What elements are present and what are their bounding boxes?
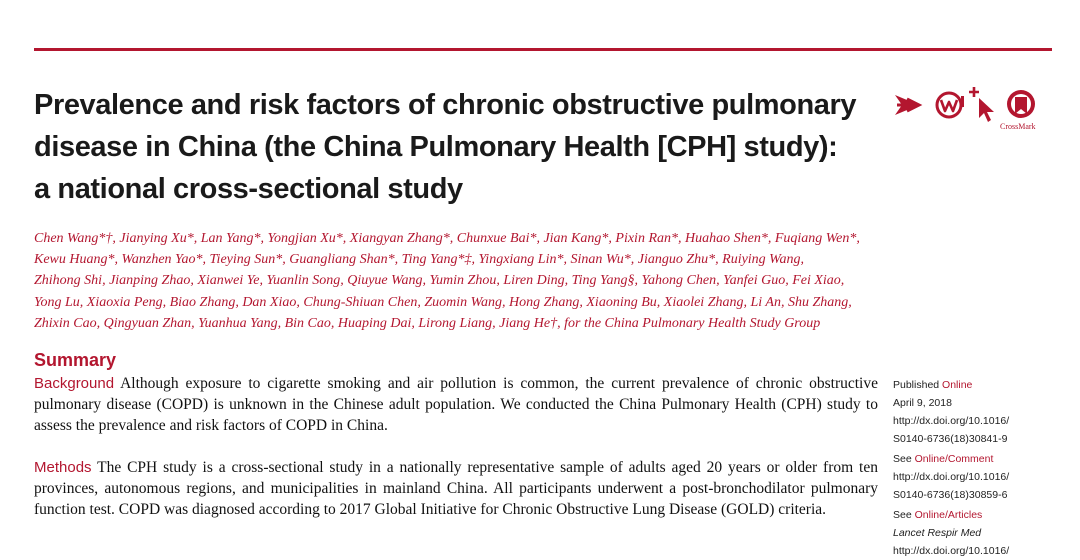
title-line: a national cross-sectional study	[34, 173, 463, 205]
see-comment-line	[893, 450, 1063, 468]
author-line: Kewu Huang*, Wanzhen Yao*, Tieying Sun*, Guangliang Shan*, Ting Yang*‡, Yingxiang Lin*, Sinan Wu*, Jianguo Zhu*, Ruiying Wang,	[34, 252, 805, 268]
article-tools	[893, 86, 1053, 136]
background-text: Although exposure to cigarette smoking and air pollution is common, the current prevalence of chronic obstructive pulmonary disease (COPD) is unknown in the Chinese adult population. We conducted the China Pulmonary Health (CPH) study to assess the prevalence and risk factors of COPD in China.	[34, 375, 878, 434]
summary-heading: Summary	[34, 350, 117, 370]
cursor-plus-icon[interactable]	[969, 86, 997, 126]
see-prefix: See	[893, 509, 915, 521]
see-articles-line	[893, 506, 1063, 524]
methods-text: The CPH study is a cross-sectional study in a nationally representative sample of adults aged 20 years or older from ten provinces, autonomous regions, and municipalities in mainland China. All participants underwent a post-bronchodilator pulmonary function test. COPD was diagnosed according to 2017 Global Initiative for Chronic Obstructive Lung Disease (GOLD) criteria.	[34, 459, 878, 518]
methods-label: Methods	[34, 459, 92, 476]
online-articles-link[interactable]: Online/Articles	[914, 509, 983, 521]
doi-link[interactable]: http://dx.doi.org/10.1016/	[893, 415, 1010, 427]
article-title	[34, 84, 884, 210]
background-label: Background	[34, 375, 115, 392]
crossmark-label: CrossMark	[1000, 122, 1036, 131]
publish-date: April 9, 2018	[893, 397, 952, 409]
doi-link[interactable]: http://dx.doi.org/10.1016/	[893, 545, 1010, 557]
published-prefix: Published	[893, 379, 943, 391]
top-rule	[34, 48, 1052, 51]
crossmark-icon[interactable]	[1003, 88, 1039, 124]
author-line: Zhixin Cao, Qingyuan Zhan, Yuanhua Yang, Bin Cao, Huaping Dai, Lirong Liang, Jiang He†, for the China Pulmonary Health Study Group	[34, 315, 821, 331]
arrow-right-icon[interactable]	[893, 90, 929, 120]
author-list	[34, 228, 884, 334]
online-comment-link[interactable]: Online/Comment	[914, 453, 994, 465]
w-circle-icon[interactable]	[933, 88, 967, 122]
author-line: Chen Wang*†, Jianying Xu*, Lan Yang*, Yongjian Xu*, Xiangyan Zhang*, Chunxue Bai*, Jian Kang*, Pixin Ran*, Huahao Shen*, Fuqiang Wen*,	[34, 231, 860, 246]
journal-name: Lancet Respir Med	[893, 527, 982, 539]
title-line: disease in China (the China Pulmonary Health [CPH] study):	[34, 131, 838, 163]
author-line: Yong Lu, Xiaoxia Peng, Biao Zhang, Dan Xiao, Chung-Shiuan Chen, Zuomin Wang, Hong Zhang, Xiaoning Bu, Xiaolei Zhang, Li An, Shu Zhang,	[34, 294, 852, 310]
title-line: Prevalence and risk factors of chronic obstructive pulmonary	[34, 89, 857, 121]
background-paragraph	[34, 373, 878, 436]
published-online-link[interactable]: Online	[942, 379, 973, 391]
doi-link[interactable]: S0140-6736(18)30841-9	[893, 433, 1008, 445]
author-line: Zhihong Shi, Jianping Zhao, Xianwei Ye, Yuanlin Song, Qiuyue Wang, Yumin Zhou, Liren Ding, Ting Yang§, Yahong Chen, Yanfei Guo, Fei Xiao,	[34, 273, 845, 289]
published-line	[893, 376, 1063, 394]
see-prefix: See	[893, 453, 915, 465]
publication-sidebar	[893, 376, 1063, 560]
doi-link[interactable]: S0140-6736(18)30859-6	[893, 489, 1008, 501]
doi-link[interactable]: http://dx.doi.org/10.1016/	[893, 471, 1010, 483]
methods-paragraph	[34, 457, 878, 520]
